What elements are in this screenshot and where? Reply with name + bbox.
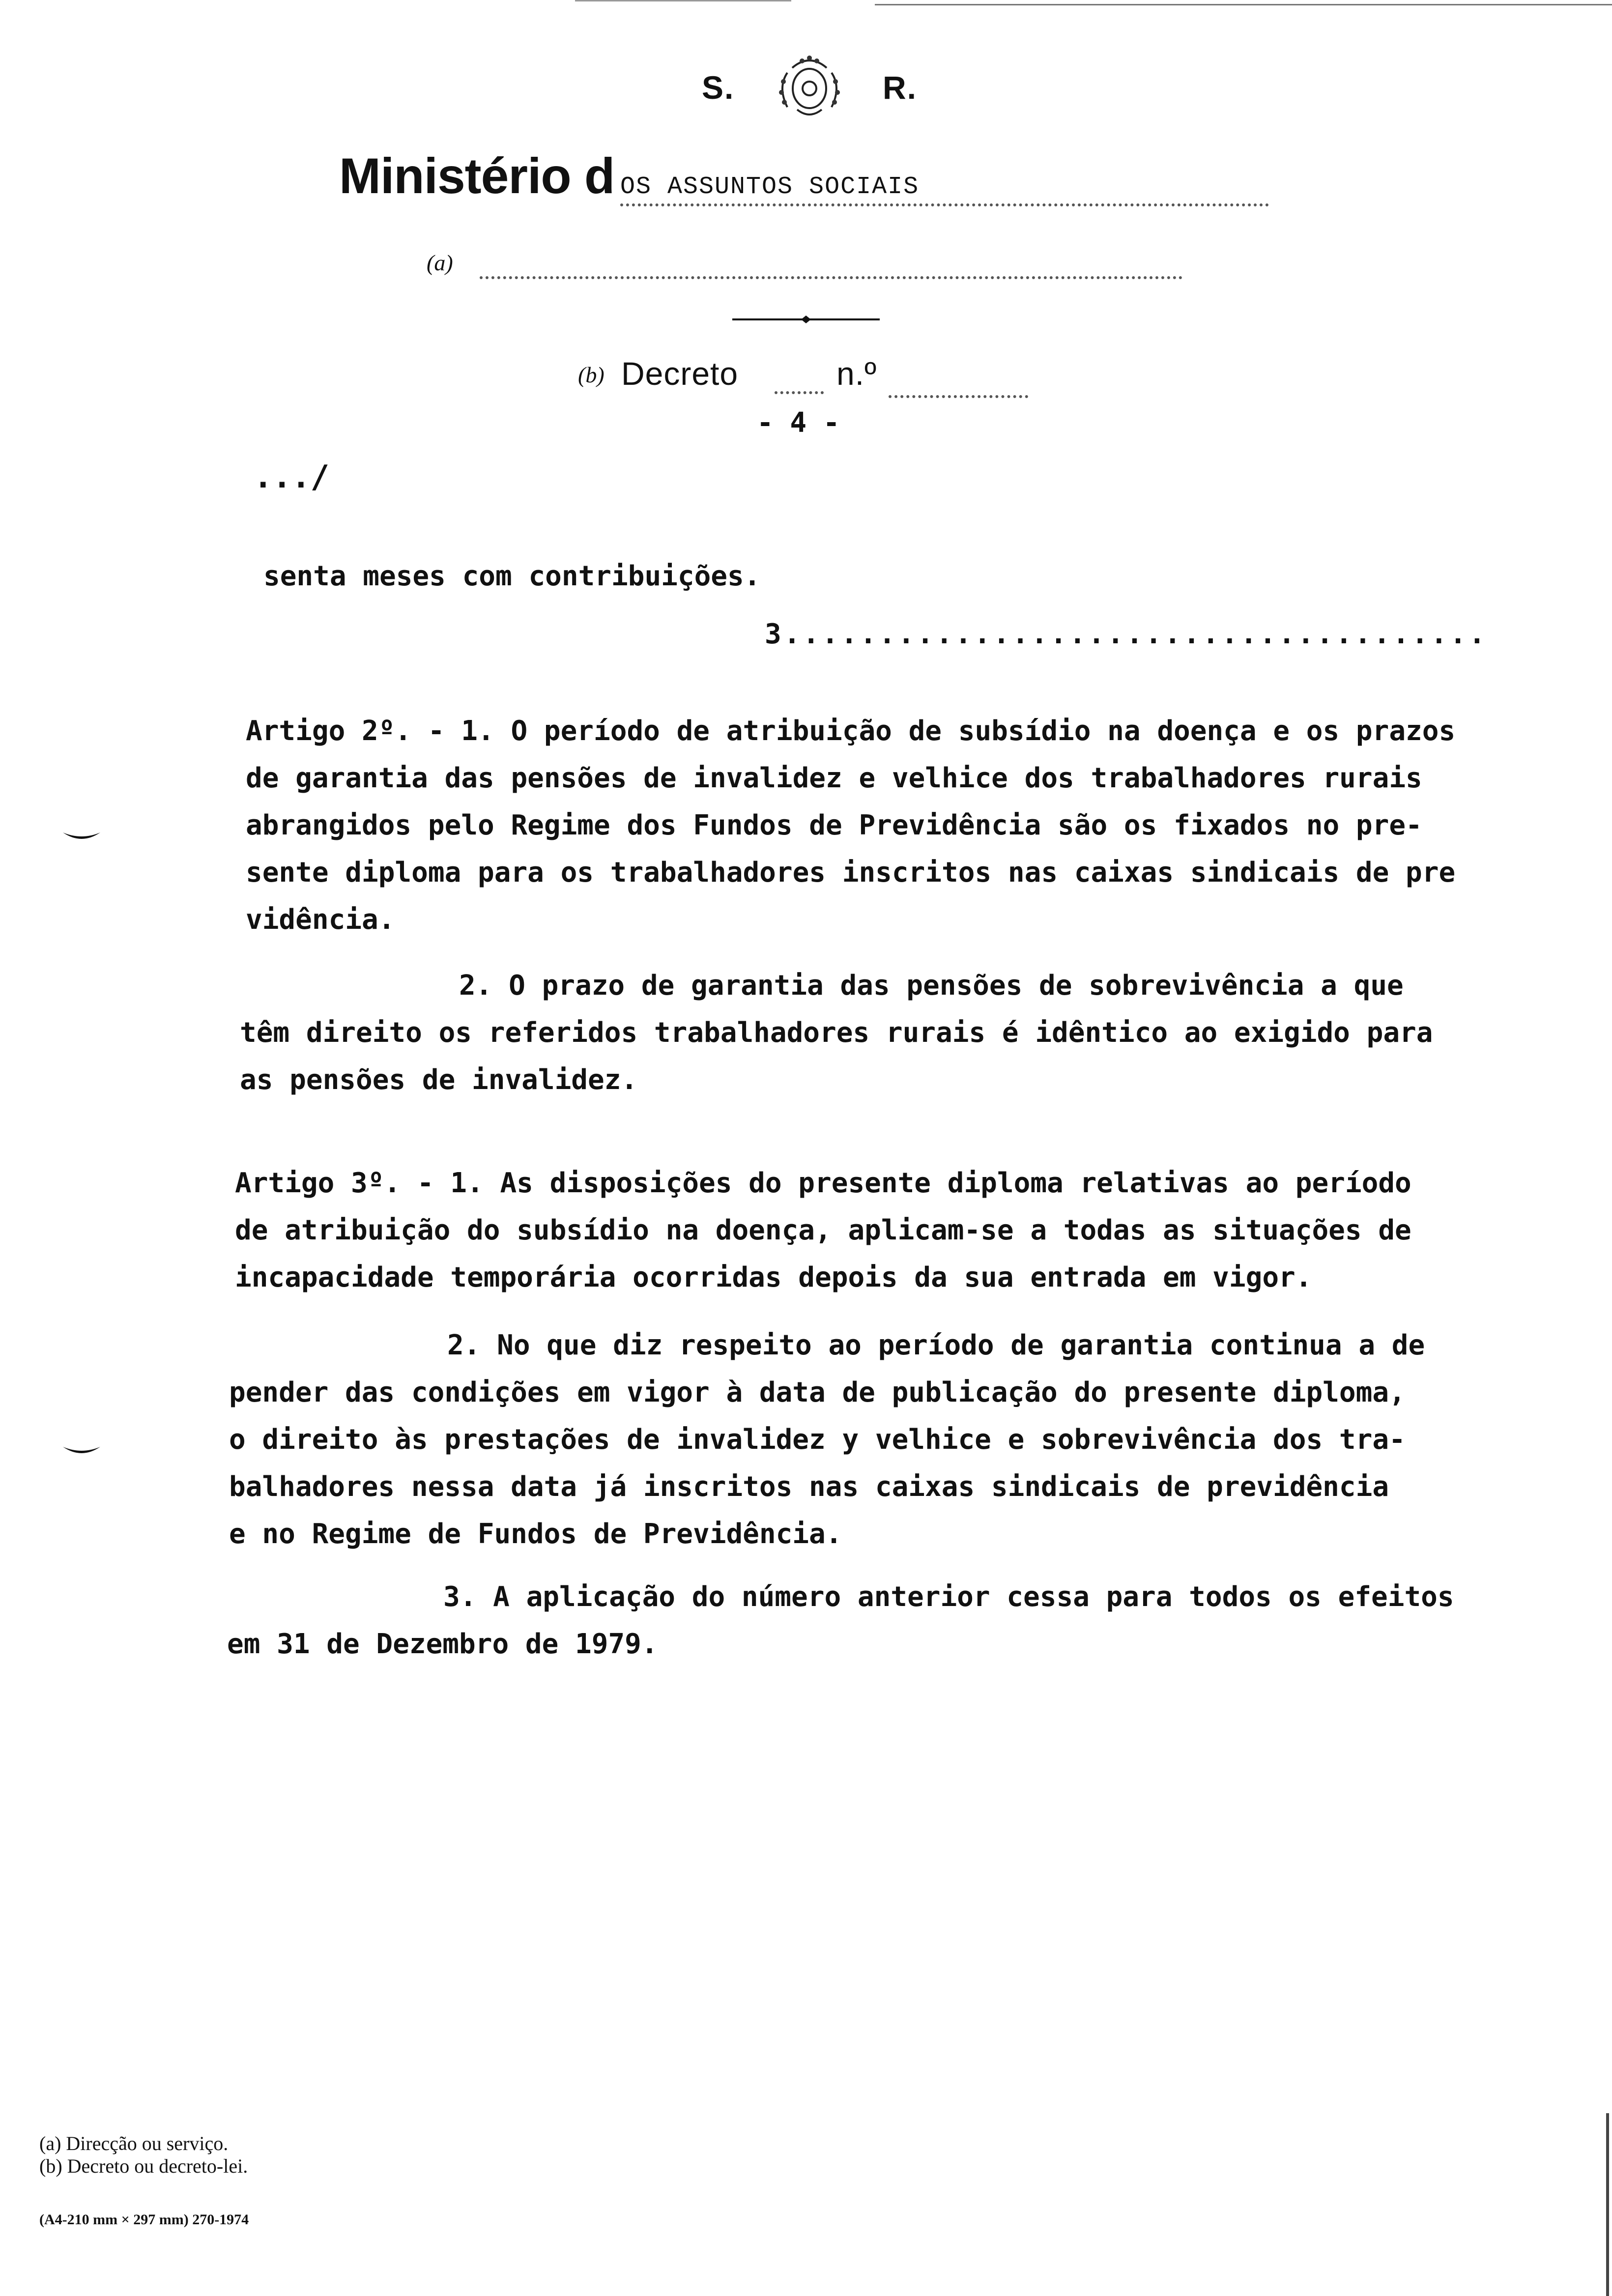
artigo-3-item-2 — [229, 1322, 1425, 1558]
punch-hole-mark-upper — [62, 831, 101, 845]
numero-label: n.º — [836, 355, 877, 392]
text-line: o direito às prestações de invalidez y velhice e sobrevivência dos tra- — [229, 1424, 1406, 1456]
footnote-a: (a) Direcção ou serviço. — [39, 2132, 229, 2154]
text-line: vidência. — [246, 904, 395, 936]
top-edge-line-right — [875, 4, 1612, 5]
text-line: pender das condições em vigor à data de publicação do presente diploma, — [229, 1377, 1406, 1408]
prior-text-line: senta meses com contribuições. — [263, 560, 761, 592]
text-line: têm direito os referidos trabalhadores rurais é idêntico ao exigido para — [240, 1017, 1433, 1049]
text-line: de garantia das pensões de invalidez e velhice dos trabalhadores rurais — [246, 762, 1422, 794]
text-line: abrangidos pelo Regime dos Fundos de Previdência são os fixados no pre- — [246, 809, 1422, 841]
artigo-3-item-3 — [227, 1574, 1454, 1668]
header-r-letter: R. — [883, 69, 917, 106]
marker-a: (a) — [427, 250, 453, 275]
text-line: as pensões de invalidez. — [240, 1064, 638, 1096]
text-line: 3. A aplicação do número anterior cessa para todos os efeitos — [443, 1581, 1454, 1613]
form-code: (A4-210 mm × 297 mm) 270-1974 — [39, 2211, 249, 2228]
punch-hole-mark-lower — [62, 1445, 101, 1460]
artigo-2 — [246, 708, 1455, 944]
header-separator — [732, 315, 880, 324]
continuation-mark: .../ — [254, 459, 330, 495]
text-line: em 31 de Dezembro de 1979. — [227, 1628, 658, 1660]
artigo-3 — [235, 1160, 1411, 1301]
top-edge-line-left — [575, 0, 791, 1]
decreto-label: Decreto — [621, 355, 739, 392]
text-line: Artigo 2º. - 1. O período de atribuição de subsídio na doença e os prazos — [246, 715, 1456, 747]
right-edge-shadow — [1606, 2113, 1609, 2296]
text-line: balhadores nessa data já inscritos nas caixas sindicais de previdência — [229, 1471, 1389, 1503]
service-dotted-line — [480, 276, 1182, 279]
footnote-b: (b) Decreto ou decreto-lei. — [39, 2155, 248, 2177]
text-line: e no Regime de Fundos de Previdência. — [229, 1518, 842, 1550]
numbered-continuation-line: 3..................................... — [765, 618, 1488, 650]
decreto-number-dotted-line — [889, 395, 1028, 398]
coat-of-arms-icon — [773, 53, 846, 122]
ministry-label: Ministério d — [339, 148, 615, 204]
ministry-value: OS ASSUNTOS SOCIAIS — [620, 173, 920, 201]
page-number: - 4 - — [757, 407, 840, 439]
text-line: incapacidade temporária ocorridas depois da sua entrada em vigor. — [235, 1262, 1312, 1293]
text-line: sente diploma para os trabalhadores inscritos nas caixas sindicais de pre — [246, 857, 1456, 889]
text-line: 2. O prazo de garantia das pensões de sobrevivência a que — [459, 970, 1404, 1002]
artigo-2-item-2 — [240, 962, 1433, 1104]
ministry-dotted-line — [620, 203, 1269, 206]
text-line: Artigo 3º. - 1. As disposições do presente diploma relativas ao período — [235, 1167, 1411, 1199]
text-line: de atribuição do subsídio na doença, aplicam-se a todas as situações de — [235, 1214, 1411, 1246]
marker-b: (b) — [578, 362, 604, 387]
decreto-type-dotted-line — [775, 391, 824, 394]
header-s-letter: S. — [702, 69, 735, 106]
text-line: 2. No que diz respeito ao período de garantia continua a de — [447, 1329, 1425, 1361]
